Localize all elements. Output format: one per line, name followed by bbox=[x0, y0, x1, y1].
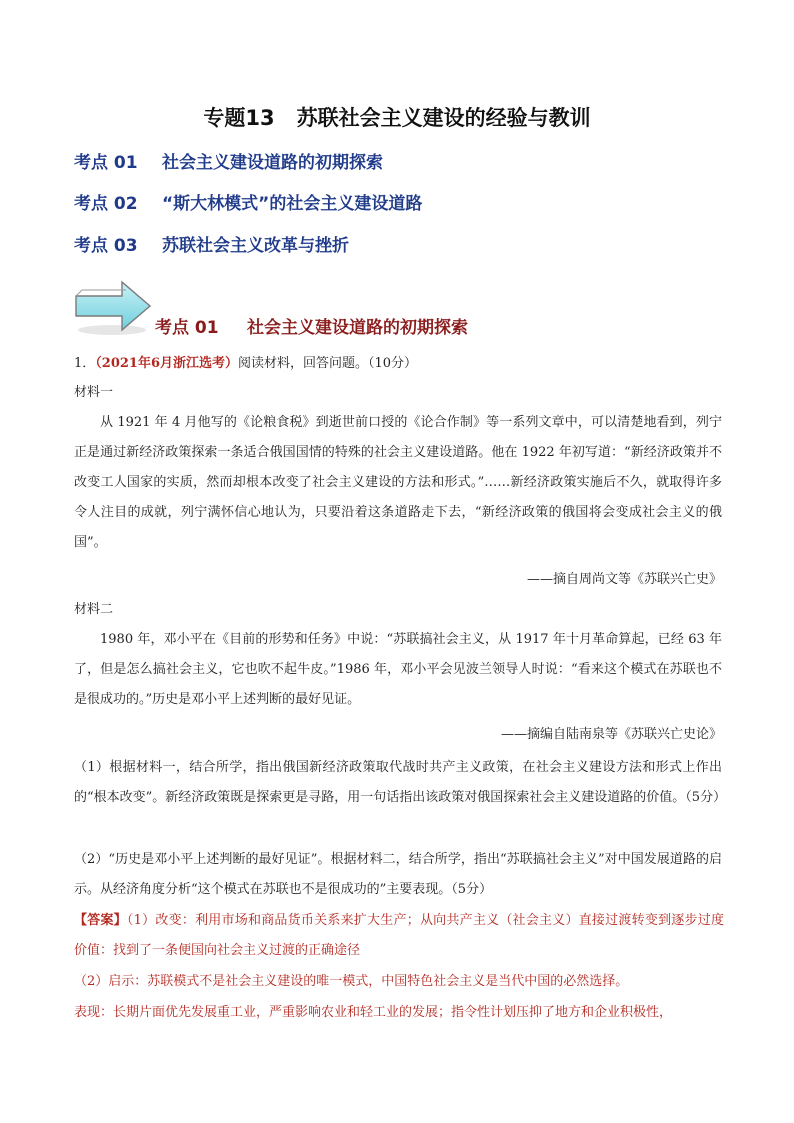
section-heading bbox=[155, 313, 468, 338]
title-prefix: 专题13 bbox=[203, 106, 275, 130]
question-header bbox=[74, 349, 722, 379]
sub-question-1: （1）根据材料一，结合所学，指出俄国新经济政策取代战时共产主义政策，在社会主义建设方法和形式上作出的“根本改变”。新经济政策既是探索更是寻路，用一句话指出该政策对俄国探索社会主义建设道路的价值。（5分） bbox=[74, 760, 727, 805]
title-text: 苏联社会主义建设的经验与教训 bbox=[296, 106, 591, 130]
toc-text: 社会主义建设道路的初期探索 bbox=[162, 153, 383, 173]
answer-tag: 【答案】 bbox=[74, 913, 127, 928]
question-number: 1． bbox=[74, 356, 96, 371]
toc-code: 考点 02 bbox=[74, 194, 138, 214]
answer-line-2: （2）启示：苏联模式不是社会主义建设的唯一模式，中国特色社会主义是当代中国的必然选择。 bbox=[74, 974, 629, 989]
answer-line-1: （1）改变：利用市场和商品货币关系来扩大生产；从向共产主义（社会主义）直接过渡转变到逐步过度价值：找到了一条便国向社会主义过渡的正确途径 bbox=[74, 913, 724, 958]
toc-item-03 bbox=[74, 231, 349, 256]
section-text: 社会主义建设道路的初期探索 bbox=[247, 318, 468, 338]
section-code: 考点 01 bbox=[155, 318, 219, 338]
toc-item-02 bbox=[74, 189, 422, 214]
toc-code: 考点 03 bbox=[74, 236, 138, 256]
page-title bbox=[0, 102, 794, 132]
toc-text: “斯大林模式”的社会主义建设道路 bbox=[162, 194, 423, 214]
material1-label: 材料一 bbox=[74, 385, 114, 400]
material1-text: 从 1921 年 4 月他写的《论粮食税》到逝世前口授的《论合作制》等一系列文章中，可以清楚地看到，列宁正是通过新经济政策探索一条适合俄国国情的特殊的社会主义建设道路。他在 1922 年初写道：“新经济政策并不改变工人国家的实质，然而却根本改变了社会主义建设的方法和形式。”……新经济政策实施后不久，就取得许多令人注目的成就，列宁满怀信心地认为，只要沿着这条道路走下去，“新经济政策的俄国将会变成社会主义的俄国”。 bbox=[74, 415, 722, 550]
arrow-right-icon bbox=[72, 276, 154, 338]
question-source: （2021年6月浙江选考） bbox=[95, 356, 239, 371]
answer-line-3: 表现：长期片面优先发展重工业，严重影响农业和轻工业的发展；指令性计划压抑了地方和企业积极性， bbox=[74, 1005, 673, 1020]
material1-citation: ——摘自周尚文等《苏联兴亡史》 bbox=[526, 572, 722, 587]
question-prompt: 阅读材料，回答问题。（10分） bbox=[238, 356, 418, 371]
toc-item-01 bbox=[74, 148, 383, 173]
sub-question-2: （2）“历史是邓小平上述判断的最好见证”。根据材料二，结合所学，指出“苏联搞社会主义”对中国发展道路的启示。从经济角度分析“这个模式在苏联也不是很成功的”主要表现。（5分） bbox=[74, 852, 722, 897]
toc-code: 考点 01 bbox=[74, 153, 138, 173]
material2-citation: ——摘编自陆南泉等《苏联兴亡史论》 bbox=[500, 727, 722, 742]
material2-label: 材料二 bbox=[74, 602, 114, 617]
toc-text: 苏联社会主义改革与挫折 bbox=[162, 236, 349, 256]
answer-block bbox=[74, 906, 724, 966]
material2-text: 1980 年，邓小平在《目前的形势和任务》中说：“苏联搞社会主义，从 1917 年十月革命算起，已经 63 年了，但是怎么搞社会主义，它也吹不起牛皮。”1986 年，邓小平会见波兰领导人时说：“看来这个模式在苏联也不是很成功的。”历史是邓小平上述判断的最好见证。 bbox=[74, 632, 722, 707]
